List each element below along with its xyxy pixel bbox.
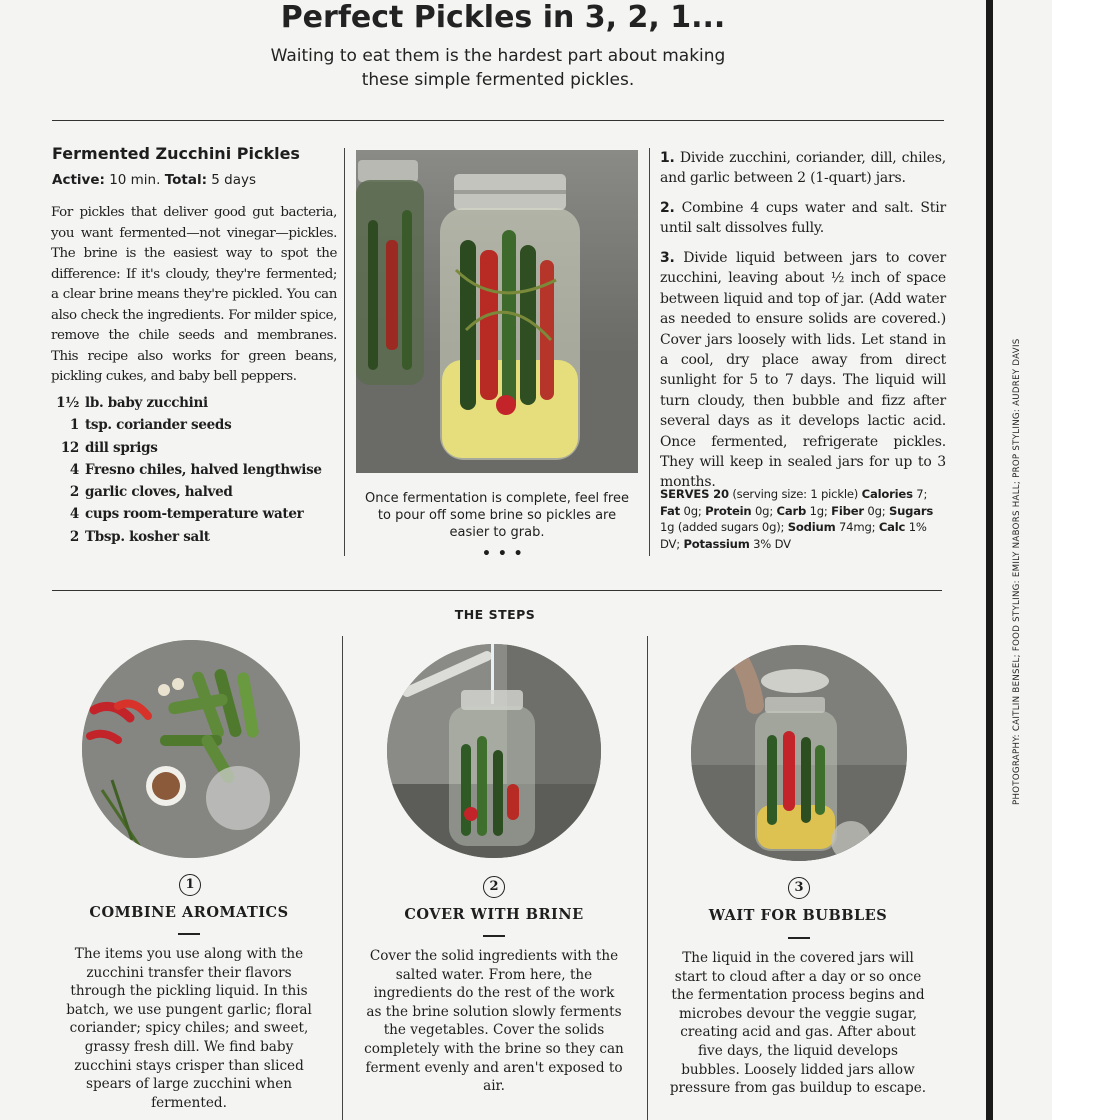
ingredient-name: lb. baby zucchini bbox=[85, 395, 208, 411]
ingredient-item bbox=[48, 437, 348, 459]
page-dek: Waiting to eat them is the hardest part about making these simple fermented pickles. bbox=[270, 46, 726, 90]
active-value: 10 min. bbox=[109, 172, 161, 188]
ingredient-qty: 12 bbox=[60, 439, 79, 456]
step-1-photo bbox=[82, 640, 300, 858]
ingredient-item bbox=[48, 459, 348, 481]
step-1-body: The items you use along with the zucchini transfer their flavors through the pickling liquid. In this batch, we use pungent garlic; floral coriander; spicy chiles; and sweet, grassy fresh dill. We find baby zucchini stays crisper than sliced spears of large zucchini when fermented. bbox=[66, 946, 312, 1111]
step-number: 3. bbox=[660, 250, 675, 266]
page-title: Perfect Pickles in 3, 2, 1... bbox=[280, 0, 726, 35]
recipe-times bbox=[52, 172, 256, 188]
total-value: 5 days bbox=[211, 172, 257, 188]
recipe-title: Fermented Zucchini Pickles bbox=[52, 144, 300, 163]
calories-label: Calories bbox=[861, 487, 913, 501]
calories-value: 7; bbox=[916, 487, 928, 501]
nutrition-info bbox=[660, 486, 950, 552]
potassium-label: Potassium bbox=[683, 536, 750, 551]
steps-divider bbox=[52, 590, 942, 591]
ingredient-name: Tbsp. kosher salt bbox=[85, 528, 210, 545]
step-number: 2. bbox=[660, 200, 675, 216]
direction-step bbox=[660, 148, 946, 189]
ingredient-qty: 2 bbox=[69, 528, 79, 545]
pickle-jar-photo bbox=[356, 150, 638, 473]
step-3-body: The liquid in the covered jars will start to cloud after a day or so once the fermentation process begins and microbes devour the veggie sugar, creating acid and gas. After about five days, the liquid develops bubbles. Loosely lidded jars allow pressure from gas buildup to escape. bbox=[669, 950, 927, 1097]
sodium-label: Sodium bbox=[787, 520, 836, 534]
ingredient-item bbox=[48, 481, 348, 503]
ingredient-item bbox=[48, 392, 348, 414]
photo-credit: PHOTOGRAPHY: CAITLIN BENSEL; FOOD STYLING: EMILY NABORS HALL; PROP STYLING: AUDREY DAVIS bbox=[1012, 338, 1022, 805]
calc-label: Calc bbox=[878, 520, 906, 534]
step-1-number: 1 bbox=[179, 874, 201, 896]
ingredient-name: tsp. coriander seeds bbox=[85, 417, 232, 434]
column-divider-right bbox=[649, 148, 650, 556]
bubbles-illustration bbox=[691, 645, 907, 861]
top-divider bbox=[52, 120, 944, 121]
step-3-number: 3 bbox=[788, 877, 810, 899]
step-3-photo bbox=[691, 645, 907, 861]
steps-heading: THE STEPS bbox=[454, 607, 536, 622]
ingredient-item bbox=[48, 414, 348, 436]
fat-value: 0g; bbox=[683, 503, 702, 518]
step-3-title: WAIT FOR BUBBLES bbox=[708, 907, 888, 924]
ingredient-qty: 4 bbox=[69, 461, 79, 478]
fat-label: Fat bbox=[660, 503, 681, 518]
step-2-photo bbox=[387, 644, 601, 858]
ingredient-list bbox=[48, 392, 348, 548]
step-1-dash bbox=[178, 933, 200, 935]
sodium-value: 74mg; bbox=[839, 520, 876, 534]
step-number: 1. bbox=[660, 150, 675, 166]
total-label: Total: bbox=[164, 172, 207, 188]
ingredient-item bbox=[48, 526, 348, 548]
fiber-label: Fiber bbox=[831, 503, 864, 518]
step-2-title: COVER WITH BRINE bbox=[404, 906, 584, 923]
ingredient-name: dill sprigs bbox=[85, 439, 158, 456]
ingredient-qty: 1½ bbox=[56, 395, 79, 411]
ingredient-qty: 4 bbox=[69, 506, 79, 523]
step-body: Divide zucchini, coriander, dill, chiles, and garlic between 2 (1-quart) jars. bbox=[660, 150, 946, 187]
recipe-intro: For pickles that deliver good gut bacteria, you want fermented—not vinegar—pickles. The brine is the easiest way to spot the difference: If it's cloudy, they're fermented; a clear brine means they're pickled. You can also check the ingredients. For milder spice, remove the chile seeds and membranes. This recipe also works for green beans, pickling cukes, and baby bell peppers. bbox=[51, 205, 337, 384]
steps-divider-left bbox=[342, 636, 343, 1120]
fiber-value: 0g; bbox=[867, 503, 886, 518]
protein-label: Protein bbox=[705, 503, 752, 518]
step-3-dash bbox=[788, 937, 810, 939]
sugars-label: Sugars bbox=[888, 503, 934, 518]
direction-step bbox=[660, 248, 946, 493]
ingredient-qty: 1 bbox=[69, 417, 79, 434]
step-2-dash bbox=[483, 935, 505, 937]
carb-label: Carb bbox=[776, 503, 807, 518]
ingredient-name: Fresno chiles, halved lengthwise bbox=[85, 461, 322, 478]
potassium-value: 3% DV bbox=[753, 536, 791, 551]
jar-illustration bbox=[356, 150, 638, 473]
calc-value: 1% DV; bbox=[660, 520, 927, 551]
direction-step bbox=[660, 198, 946, 239]
step-2-number: 2 bbox=[483, 876, 505, 898]
ingredient-item bbox=[48, 503, 348, 525]
ingredient-qty: 2 bbox=[69, 484, 79, 501]
ingredient-name: cups room-temperature water bbox=[85, 506, 304, 523]
photo-caption: Once fermentation is complete, feel free to pour off some brine so pickles are easier to grab. bbox=[365, 491, 629, 540]
protein-value: 0g; bbox=[754, 503, 774, 518]
page-edge bbox=[1052, 0, 1120, 1120]
ingredient-name: garlic cloves, halved bbox=[85, 484, 233, 501]
aromatics-illustration bbox=[82, 640, 300, 858]
steps-divider-right bbox=[647, 636, 648, 1120]
step-1-title: COMBINE AROMATICS bbox=[89, 904, 289, 921]
step-body: Combine 4 cups water and salt. Stir until salt dissolves fully. bbox=[660, 200, 946, 237]
step-body: Divide liquid between jars to cover zucchini, leaving about ½ inch of space between liquid and top of jar. (Add water as needed to ensure solids are covered.) Cover jars loosely with lids. Let stand in a cool, dry place away from direct sunlight for 5 to 7 days. The liquid will turn cloudy, then bubble and fizz after several days as it develops lactic acid. Once fermented, refrigerate pickles. They will keep in sealed jars for up to 3 months. bbox=[660, 250, 946, 491]
binding-line bbox=[986, 0, 993, 1120]
sugars-value: 1g (added sugars 0g); bbox=[660, 520, 785, 534]
ellipsis-divider: • • • bbox=[482, 546, 524, 562]
brine-illustration bbox=[387, 644, 601, 858]
active-label: Active: bbox=[52, 172, 105, 188]
serves-label: SERVES 20 bbox=[660, 487, 729, 501]
carb-value: 1g; bbox=[809, 503, 828, 518]
step-2-body: Cover the solid ingredients with the salted water. From here, the ingredients do the rest of the work as the brine solution slowly ferments the vegetables. Cover the solids completely with the brine so they can ferment evenly and aren't exposed to air. bbox=[364, 948, 624, 1095]
serving-size: (serving size: 1 pickle) bbox=[732, 487, 859, 501]
